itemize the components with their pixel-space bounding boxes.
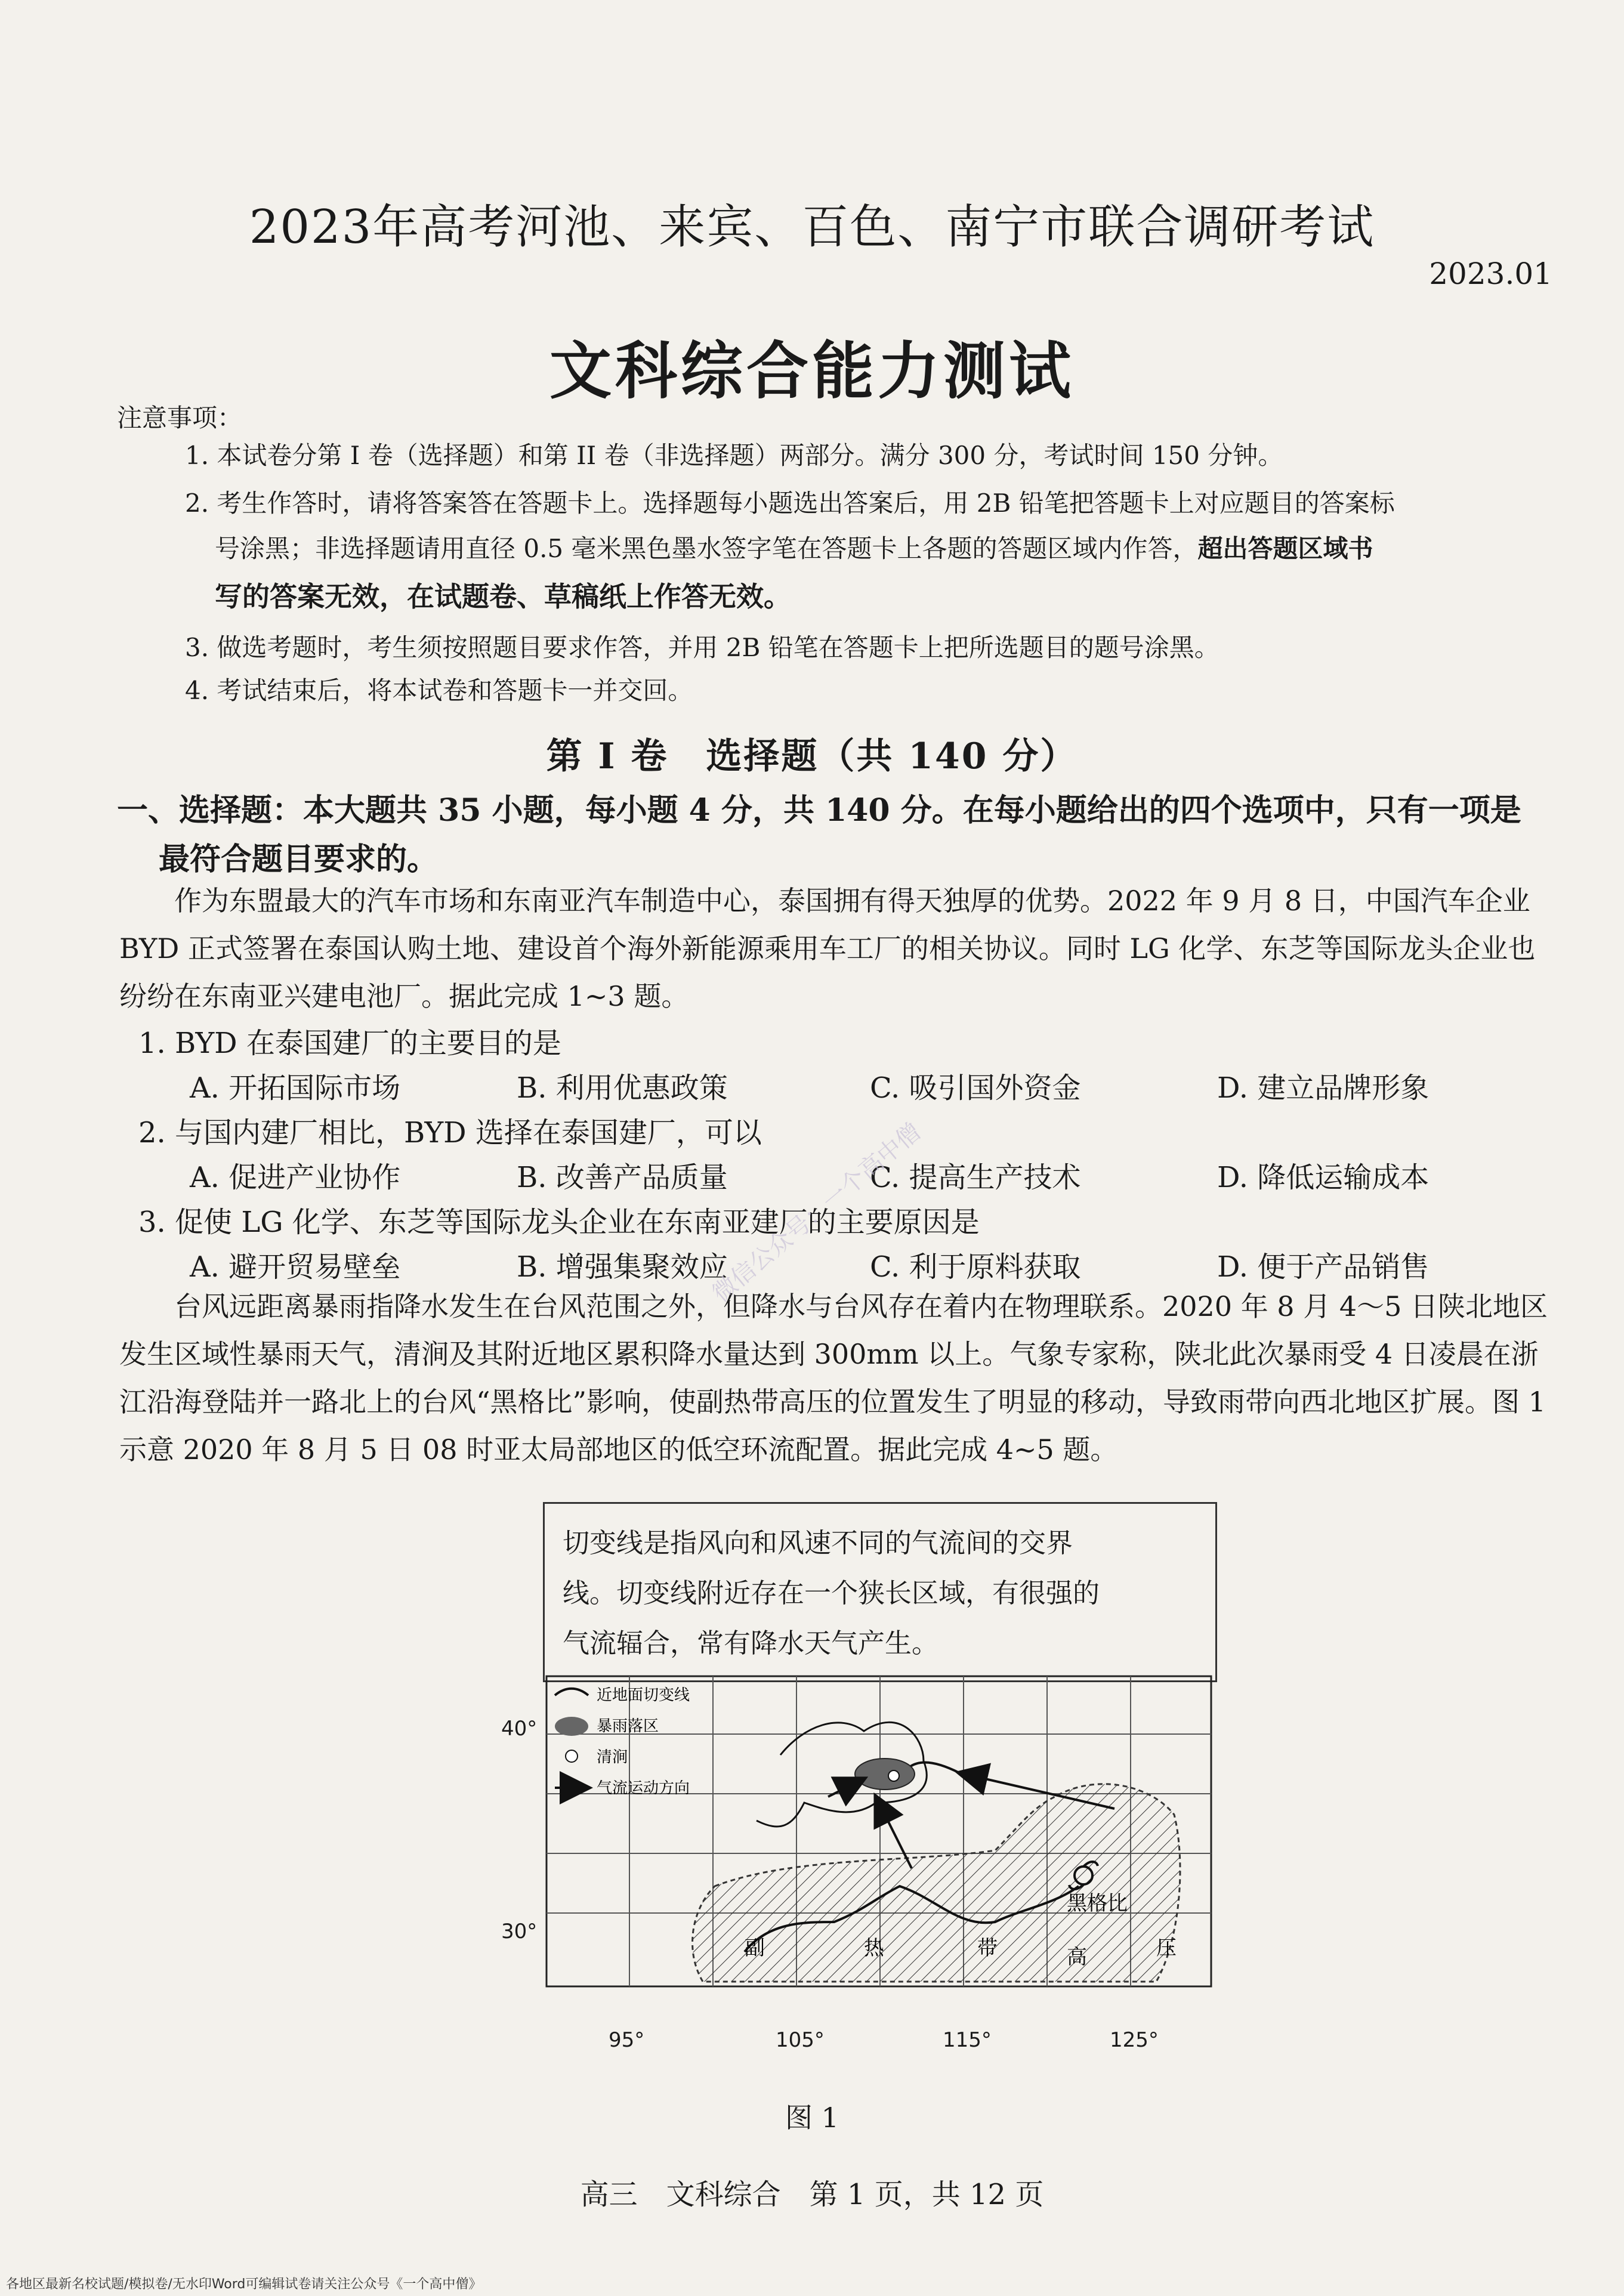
question-1-stem: 1. BYD 在泰国建厂的主要目的是: [138, 1027, 561, 1060]
notice-item-4: 4. 考试结束后，将本试卷和答题卡一并交回。: [185, 676, 693, 705]
legend-shear-line-label: 近地面切变线: [597, 1686, 690, 1704]
subject-title: 文科综合能力测试: [549, 334, 1075, 407]
bottom-note: 各地区最新名校试题/模拟卷/无水印Word可编辑试卷请关注公众号《一个高中僧》: [6, 2277, 482, 2292]
notice-item-1: 1. 本试卷分第 I 卷（选择题）和第 II 卷（非选择题）两部分。满分 300 分，考试时间 150 分钟。: [185, 441, 1283, 470]
q3-option-d: D. 便于产品销售: [1217, 1250, 1430, 1284]
q1-option-c: C. 吸引国外资金: [870, 1071, 1081, 1105]
airflow-arrow-south: [876, 1797, 912, 1868]
lon-label-95: 95°: [609, 2028, 645, 2052]
q2-option-d: D. 降低运输成本: [1217, 1161, 1430, 1194]
svg-text:带: 带: [977, 1936, 998, 1960]
svg-text:热: 热: [864, 1936, 884, 1960]
q2-option-b: B. 改善产品质量: [517, 1161, 728, 1194]
svg-text:压: 压: [1156, 1936, 1177, 1960]
map-legend: [555, 1686, 690, 1797]
section-title: 第 I 卷 选择题（共 140 分）: [546, 736, 1078, 777]
question-2-stem: 2. 与国内建厂相比，BYD 选择在泰国建厂，可以: [138, 1116, 762, 1149]
notice-item-2c: 写的答案无效，在试题卷、草稿纸上作答无效。: [215, 580, 791, 613]
shear-line-definition-box: 切变线是指风向和风速不同的气流间的交界 线。切变线附近存在一个狭长区域，有很强的 气流辐合，常有降水天气产生。: [543, 1502, 1217, 1682]
circulation-map-svg: [542, 1671, 1216, 2037]
lat-label-40: 40°: [501, 1717, 538, 1741]
legend-rainstorm-label: 暴雨落区: [597, 1717, 659, 1735]
legend-airflow-label: 气流运动方向: [597, 1779, 690, 1797]
section-instruction: 一、选择题：本大题共 35 小题，每小题 4 分，共 140 分。在每小题给出的四个选项中，只有一项是 最符合题目要求的。: [117, 792, 1521, 877]
svg-text:高: 高: [1067, 1945, 1087, 1969]
q3-option-c: C. 利于原料获取: [870, 1250, 1081, 1284]
lon-label-105: 105°: [776, 2028, 825, 2052]
figure-caption: 图 1: [785, 2102, 839, 2134]
notice-item-3: 3. 做选考题时，考生须按照题目要求作答，并用 2B 铅笔在答题卡上把所选题目的题号涂黑。: [185, 633, 1219, 662]
legend-shear-line-icon: [555, 1689, 588, 1695]
passage-1: 作为东盟最大的汽车市场和东南亚汽车制造中心，泰国拥有得天独厚的优势。2022 年 9 月 8 日，中国汽车企业 BYD 正式签署在泰国认购土地、建设首个海外新能源乘用车工厂的相关协议。同时 LG 化学、东芝等国际龙头企业也纷纷在东南亚兴建电池厂。据此完成 1~3 题。: [119, 885, 1536, 1012]
q1-option-d: D. 建立品牌形象: [1217, 1071, 1430, 1105]
rainstorm-area: [855, 1759, 915, 1790]
legend-rainstorm-icon: [555, 1717, 588, 1736]
exam-title: 2023年高考河池、来宾、百色、南宁市联合调研考试: [249, 200, 1375, 254]
question-3-stem: 3. 促使 LG 化学、东芝等国际龙头企业在东南亚建厂的主要原因是: [138, 1206, 980, 1239]
exam-date: 2023.01: [1429, 257, 1552, 291]
notice-item-2b: 号涂黑；非选择题请用直径 0.5 毫米黑色墨水签字笔在答题卡上各题的答题区域内作答，超出答题区域书: [215, 534, 1373, 563]
page-footer: 高三 文科综合 第 1 页，共 12 页: [580, 2178, 1044, 2211]
notice-item-2a: 2. 考生作答时，请将答案答在答题卡上。选择题每小题选出答案后，用 2B 铅笔把答题卡上对应题目的答案标: [185, 489, 1395, 518]
passage-2: 台风远距离暴雨指降水发生在台风范围之外，但降水与台风存在着内在物理联系。2020 年 8 月 4～5 日陕北地区发生区域性暴雨天气，清涧及其附近地区累积降水量达到 300mm 以上。气象专家称，陕北此次暴雨受 4 日凌晨在浙江沿海登陆并一路北上的台风“黑格比”影响，使副热带高压的位置发生了明显的移动，导致雨带向西北地区扩展。图 1 示意 2020 年 8 月 5 日 08 时亚太局部地区的低空环流配置。据此完成 4~5 题。: [119, 1290, 1548, 1466]
q1-option-a: A. 开拓国际市场: [190, 1071, 401, 1105]
legend-qingjian-label: 清涧: [597, 1748, 628, 1766]
q2-option-c: C. 提高生产技术: [870, 1161, 1081, 1194]
lon-label-115: 115°: [943, 2028, 992, 2052]
lat-label-30: 30°: [501, 1920, 538, 1943]
subtropical-high-area: [693, 1784, 1180, 1982]
qingjian-marker: [888, 1770, 899, 1781]
legend-qingjian-icon: [566, 1750, 578, 1762]
circulation-map: [542, 1671, 1216, 2037]
q2-option-a: A. 促进产业协作: [190, 1161, 401, 1194]
q3-option-a: A. 避开贸易壁垒: [190, 1250, 401, 1284]
notice-heading: 注意事项：: [117, 403, 243, 432]
q1-option-b: B. 利用优惠政策: [517, 1071, 728, 1105]
watermark: 微信公众号：一个高中僧: [707, 1118, 927, 1308]
lon-label-125: 125°: [1110, 2028, 1159, 2052]
q3-option-b: B. 增强集聚效应: [517, 1250, 728, 1284]
svg-text:副: 副: [745, 1936, 765, 1960]
typhoon-label: 黑格比: [1067, 1892, 1128, 1915]
